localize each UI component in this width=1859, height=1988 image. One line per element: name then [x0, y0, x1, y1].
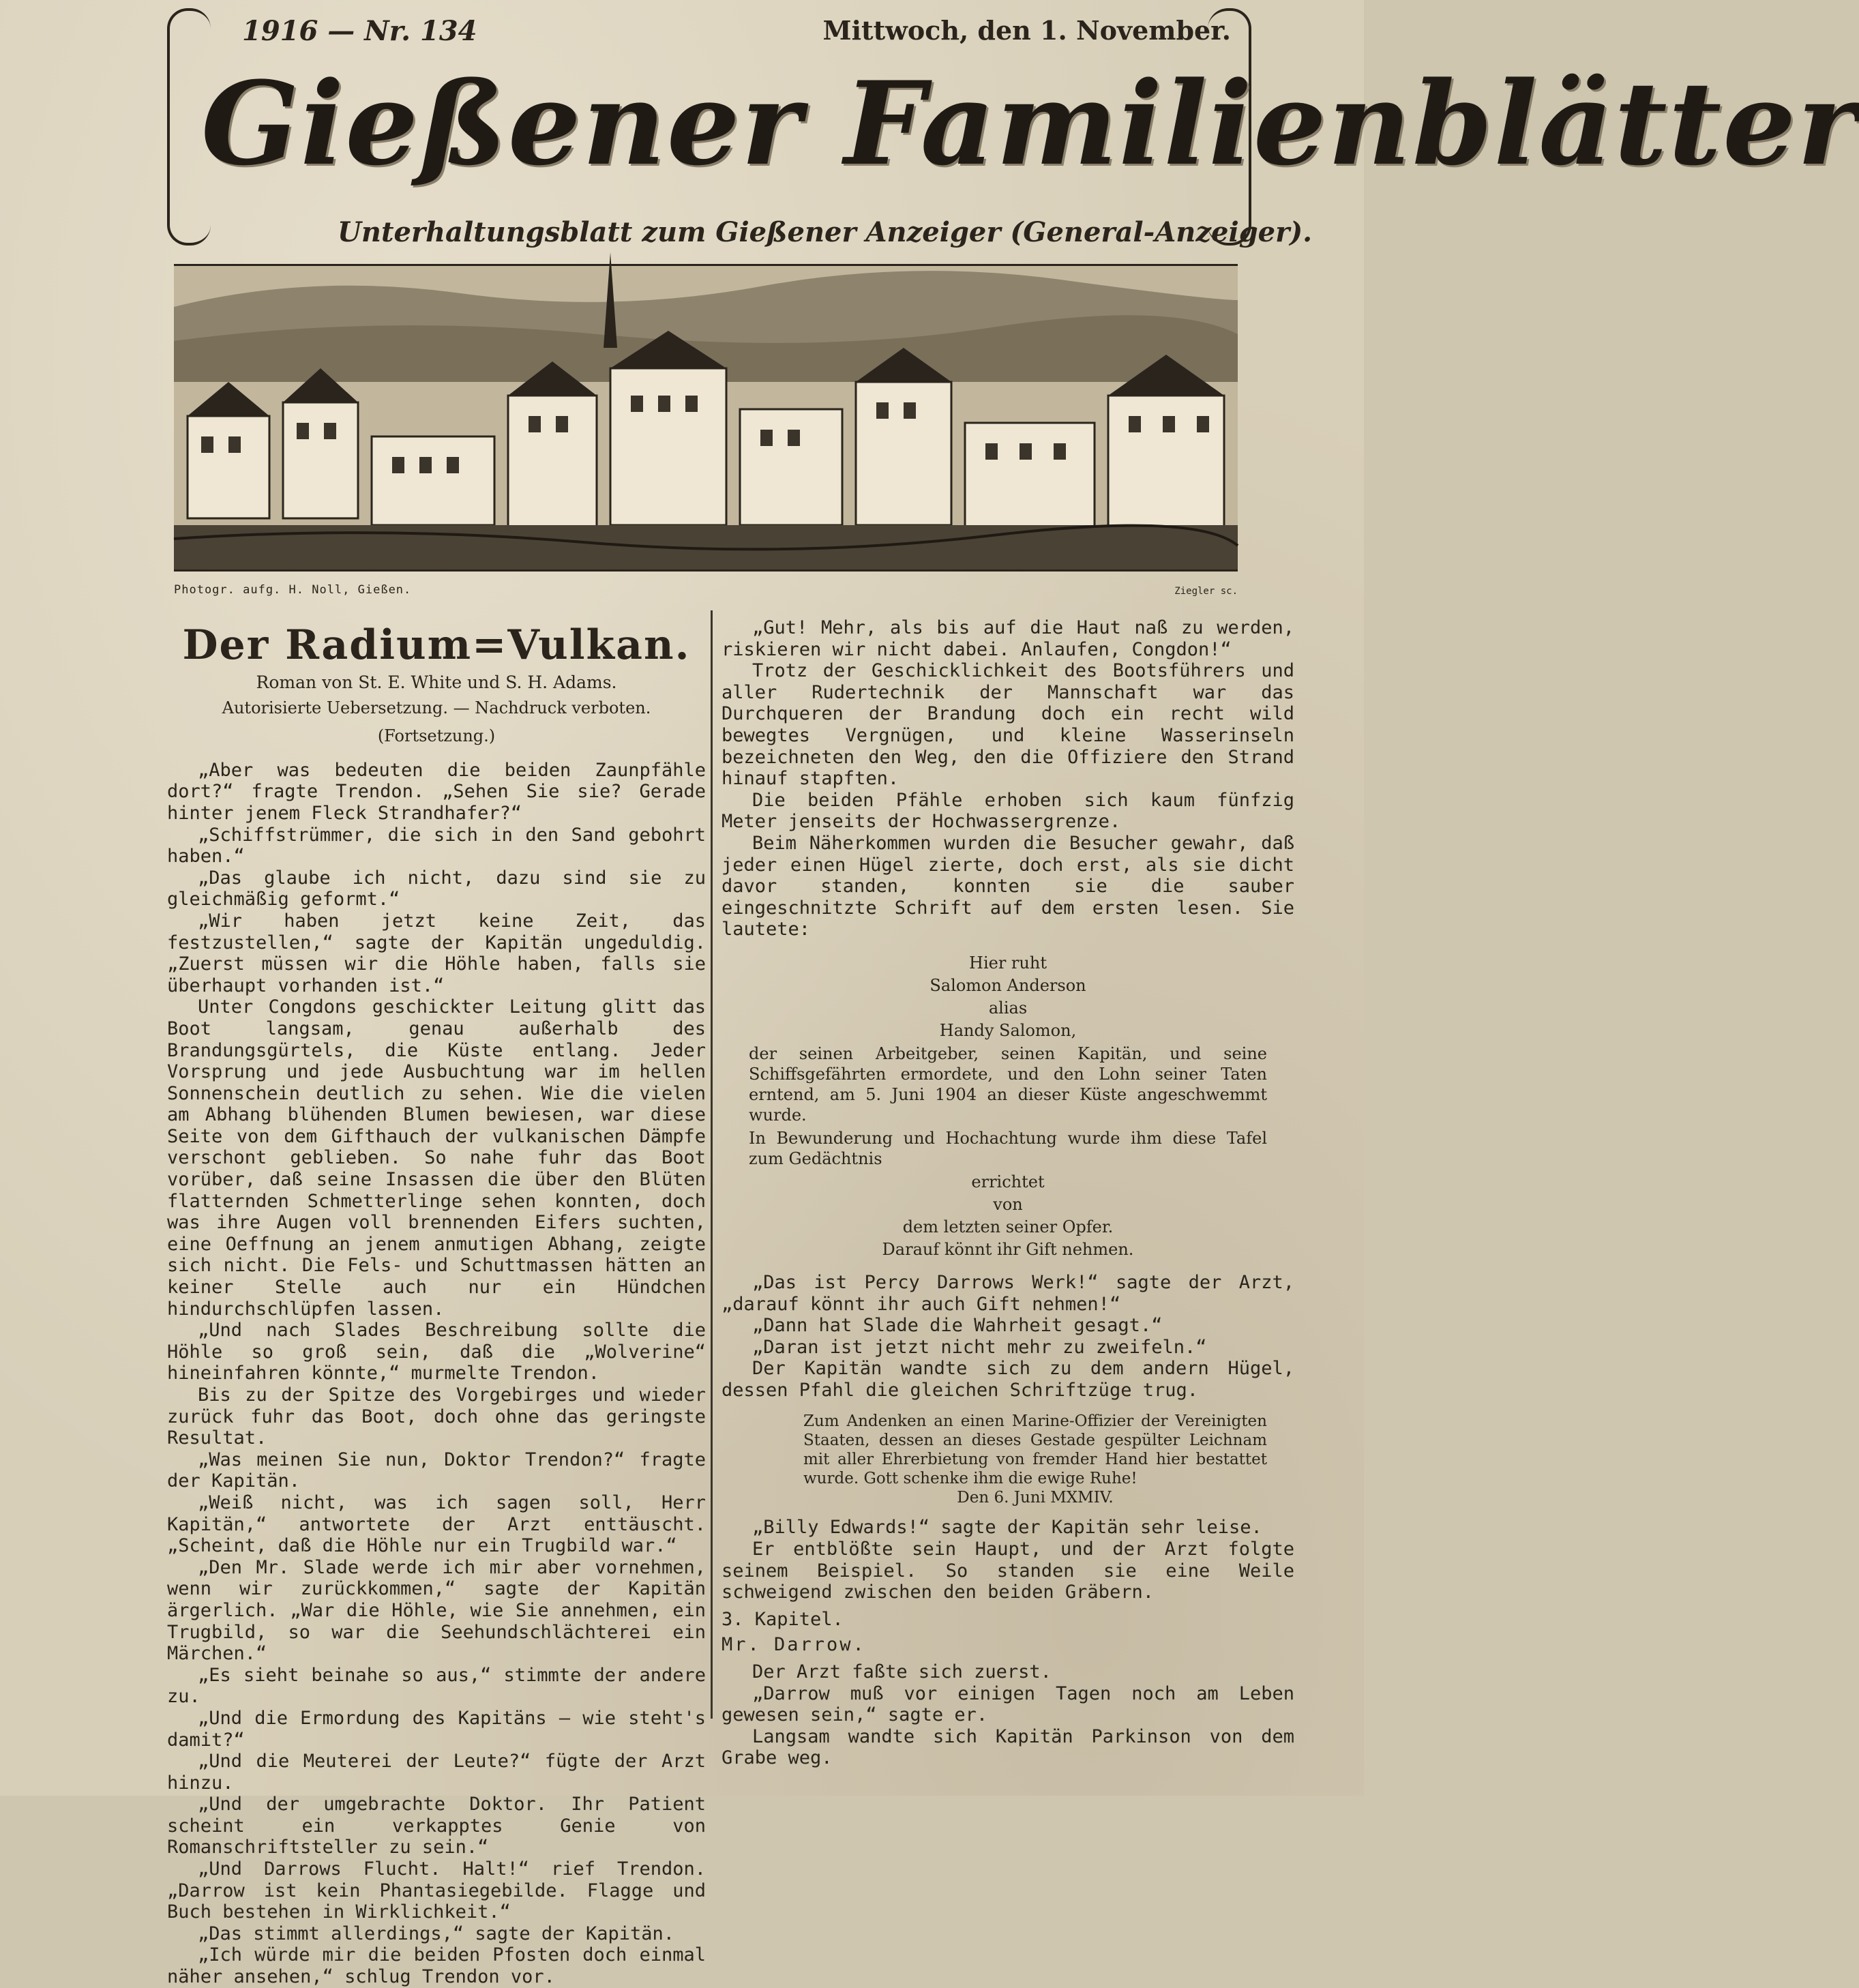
city-panorama-drawing [174, 266, 1238, 569]
paragraph: „Was meinen Sie nun, Doktor Trendon?“ fragte der Kapitän. [167, 1449, 706, 1492]
paragraph: Unter Congdons geschickter Leitung glitt das Boot langsam, genau außerhalb des Brandungsgürtels, die Küste entlang. Jeder Vorsprung und jede Ausbuchtung war im hellen Sonnenschein deutlich zu sehen. Wie die vielen am Abhang blühenden Blumen bewiesen, war diese Seite von dem Gifthauch der vulkanischen Dämpfe verschont geblieben. So nahe fuhr das Boot vorüber, daß seine Insassen die über den Blüten flatternden Schmetterlinge sehen konnten, doch was ihre Augen voll brennenden Eifers suchten, eine Oeffnung an jenem anmutigen Abhang, zeigte sich nicht. Die Fels- und Schuttmassen hätten an keiner Stelle auch nur ein Hündchen hindurchschlüpfen lassen. [167, 996, 706, 1320]
photo-credit: Photogr. aufg. H. Noll, Gießen. [174, 583, 412, 597]
issue-date: Mittwoch, den 1. November. [822, 15, 1231, 46]
paragraph: „Das stimmt allerdings,“ sagte der Kapitän. [198, 1923, 674, 1944]
paragraph: Trotz der Geschicklichkeit des Bootsführers und aller Rudertechnik der Mannschaft war das Durchqueren der Brandung doch ein recht wild bewegtes Vergnügen, und kleine Wasserinseln bezeichneten den Weg, den die Offiziere den Strand hinauf stapften. [722, 660, 1294, 790]
paragraph: „Das glaube ich nicht, dazu sind sie zu gleichmäßig geformt.“ [167, 867, 706, 910]
paragraph: Er entblößte sein Haupt, und der Arzt folgte seinem Beispiel. So standen sie eine Weile schweigend zwischen den beiden Gräbern. [722, 1539, 1294, 1603]
inscription-line: Salomon Anderson [930, 975, 1086, 995]
paragraph: „Und Darrows Flucht. Halt!“ rief Trendon. „Darrow ist kein Phantasiegebilde. Flagge und Buch bestehen in Wirklichkeit.“ [167, 1858, 706, 1923]
inscription-line: Handy Salomon, [939, 1020, 1077, 1040]
inscription-line: In Bewunderung und Hochachtung wurde ihm diese Tafel zum Gedächtnis [749, 1128, 1267, 1168]
paragraph: „Ich würde mir die beiden Pfosten doch einmal näher ansehen,“ schlug Trendon vor. [167, 1944, 706, 1988]
paragraph: „Und die Meuterei der Leute?“ fügte der Arzt hinzu. [167, 1751, 706, 1794]
paragraph: Beim Näherkommen wurden die Besucher gewahr, daß jeder einen Hügel zierte, doch erst, als sie dicht davor standen, konnten sie die sauber eingeschnitzte Schrift auf dem ersten lesen. Sie lautete: [722, 832, 1294, 940]
inscription-line: Hier ruht [969, 953, 1047, 973]
inscription-line: Darauf könnt ihr Gift nehmen. [882, 1239, 1134, 1259]
issue-number: 1916 — Nr. 134 [242, 15, 477, 47]
paragraph: „Darrow muß vor einigen Tagen noch am Leben gewesen sein,“ sagte er. [722, 1682, 1294, 1726]
engraver-credit: Ziegler sc. [1174, 586, 1238, 597]
inscription-line: dem letzten seiner Opfer. [902, 1217, 1114, 1236]
paragraph: „Wir haben jetzt keine Zeit, das festzustellen,“ sagte der Kapitän ungeduldig. „Zuerst müssen wir die Höhle haben, falls sie überhaupt vorhanden ist.“ [167, 910, 706, 996]
continued-note: (Fortsetzung.) [377, 726, 496, 746]
inscription-text: Zum Andenken an einen Marine-Offizier der Vereinigten Staaten, dessen an dieses Gestade gespülter Leichnam mit aller Ehrerbietung von fremder Hand hier bestattet wurde. Gott schenke ihm die ewige Ruhe! [803, 1412, 1267, 1488]
paragraph: Bis zu der Spitze des Vorgebirges und wieder zurück fuhr das Boot, doch ohne das geringste Resultat. [167, 1384, 706, 1449]
inscription-line: errichtet [971, 1172, 1045, 1191]
paragraph: Der Arzt faßte sich zuerst. [752, 1661, 1052, 1683]
city-panorama-illustration [174, 264, 1238, 597]
article-byline: Roman von St. E. White und S. H. Adams. [256, 672, 617, 692]
grave-inscription-anderson [722, 953, 1294, 1260]
newspaper-subtitle: Unterhaltungsblatt zum Gießener Anzeiger (General-Anzeiger). [338, 216, 1313, 248]
masthead [167, 8, 1859, 597]
chapter-title: Mr. Darrow. [722, 1634, 866, 1656]
column-divider [711, 610, 713, 1719]
paragraph: „Es sieht beinahe so aus,“ stimmte der andere zu. [167, 1664, 706, 1708]
paragraph: Langsam wandte sich Kapitän Parkinson von dem Grabe weg. [722, 1725, 1294, 1769]
paragraph: „Und die Ermordung des Kapitäns — wie steht's damit?“ [167, 1707, 706, 1751]
paragraph: „Den Mr. Slade werde ich mir aber vornehmen, wenn wir zurückkommen,“ sagte der Kapitän ärgerlich. „War die Höhle, wie Sie annehmen, ein Trugbild, so war die Seehundschlächterei ein Märchen.“ [167, 1556, 706, 1665]
inscription-line: alias [988, 998, 1028, 1018]
right-column [722, 617, 1294, 1769]
paragraph: „Dann hat Slade die Wahrheit gesagt.“ [752, 1315, 1163, 1337]
paragraph: „Das ist Percy Darrows Werk!“ sagte der Arzt, „darauf könnt ihr auch Gift nehmen!“ [722, 1271, 1294, 1315]
inscription-line: der seinen Arbeitgeber, seinen Kapitän, und seine Schiffsgefährten ermordete, und den Lohn seiner Taten erntend, am 5. Juni 1904 an dieser Küste angeschwemmt wurde. [749, 1043, 1267, 1125]
inscription-line: von [993, 1194, 1023, 1214]
paragraph: Der Kapitän wandte sich zu dem andern Hügel, dessen Pfahl die gleichen Schriftzüge trug. [722, 1358, 1294, 1401]
paragraph: „Daran ist jetzt nicht mehr zu zweifeln.“ [752, 1336, 1207, 1358]
paragraph: „Gut! Mehr, als bis auf die Haut naß zu werden, riskieren wir nicht dabei. Anlaufen, Congdon!“ [722, 617, 1294, 660]
chapter-number: 3. Kapitel. [722, 1608, 844, 1630]
newspaper-title: Gießener Familienblätter [201, 56, 1859, 191]
paragraph: „Weiß nicht, was ich sagen soll, Herr Kapitän,“ antwortete der Arzt enttäuscht. „Scheint, daß die Höhle nur ein Trugbild war.“ [167, 1492, 706, 1557]
paragraph: „Billy Edwards!“ sagte der Kapitän sehr leise. [752, 1517, 1262, 1539]
article-rights-note: Autorisierte Uebersetzung. — Nachdruck verboten. [222, 698, 651, 717]
grave-inscription-edwards [803, 1412, 1267, 1507]
paragraph: Die beiden Pfähle erhoben sich kaum fünfzig Meter jenseits der Hochwassergrenze. [722, 789, 1294, 833]
left-column [167, 617, 706, 1988]
article-title: Der Radium=Vulkan. [182, 621, 691, 669]
paragraph: „Und der umgebrachte Doktor. Ihr Patient scheint ein verkapptes Genie von Romanschriftsteller zu sein.“ [167, 1794, 706, 1858]
paragraph: „Und nach Slades Beschreibung sollte die Höhle so groß sein, daß die „Wolverine“ hineinfahren könnte,“ murmelte Trendon. [167, 1320, 706, 1384]
paragraph: „Schiffstrümmer, die sich in den Sand gebohrt haben.“ [167, 824, 706, 867]
inscription-date: Den 6. Juni MXMIV. [957, 1489, 1114, 1507]
paragraph: „Aber was bedeuten die beiden Zaunpfähle dort?“ fragte Trendon. „Sehen Sie sie? Gerade hinter jenem Fleck Strandhafer?“ [167, 759, 706, 824]
